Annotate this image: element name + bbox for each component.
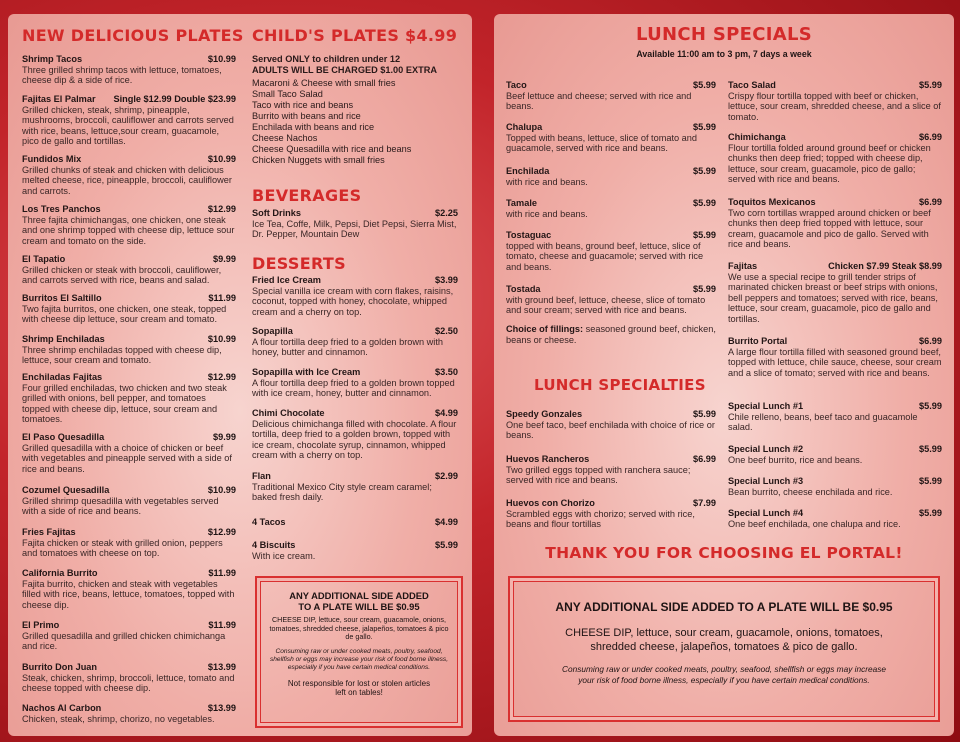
list-item: Special Lunch #1 $5.99 Chile relleno, beans, beef taco and guacamole salad.	[728, 401, 942, 433]
list-item: Fundidos Mix $10.99 Grilled chunks of steak and chicken with delicious melted cheese, rice, pineapple, broccoli, cauliflower and carrots.	[22, 154, 236, 196]
right-menu-panel	[494, 14, 954, 736]
list-item: El Tapatio $9.99 Grilled chicken or steak with broccoli, cauliflower, and carrots served with rice, beans and salad.	[22, 254, 236, 286]
side-options-text: CHEESE DIP, lettuce, sour cream, guacamole, onions, tomatoes, shredded cheese, jalapeños, tomatoes & pico de gallo.	[269, 615, 449, 642]
list-item: Burrito Don Juan $13.99 Steak, chicken, shrimp, broccoli, lettuce, tomato and cheese topped with cheese dip.	[22, 662, 236, 694]
desserts-heading: DESSERTS	[252, 254, 346, 273]
lunch-specials-heading: LUNCH SPECIALS	[636, 24, 812, 45]
list-item: Flan $2.99 Traditional Mexico City style cream caramel; baked fresh daily.	[252, 471, 458, 503]
list-item: Shrimp Tacos $10.99 Three grilled shrimp tacos with lettuce, tomatoes, cheese dip & a side of rice.	[22, 54, 236, 86]
list-item: Chicken Nuggets with small fries	[252, 155, 385, 165]
side-box-title: TO A PLATE WILL BE $0.95	[298, 601, 420, 612]
new-plates-heading: NEW DELICIOUS PLATES	[22, 26, 244, 45]
list-item: Fried Ice Cream $3.99 Special vanilla ice cream with corn flakes, raisins, coconut, topped with honey, chocolate, whipped cream and a cherry on top.	[252, 275, 458, 317]
beverages-heading: BEVERAGES	[252, 186, 362, 205]
list-item: Soft Drinks $2.25 Ice Tea, Coffe, Milk, Pepsi, Diet Pepsi, Sierra Mist, Dr. Pepper, Mountain Dew	[252, 208, 458, 240]
list-item: El Primo $11.99 Grilled quesadilla and grilled chicken chimichanga and rice.	[22, 620, 236, 652]
childs-plates-list	[252, 54, 460, 166]
list-item: Huevos Rancheros $6.99 Two grilled eggs topped with ranchera sauce; served with rice and beans.	[506, 454, 716, 486]
list-item: Chimi Chocolate $4.99 Delicious chimichanga filled with chocolate. A flour tortilla, deep fried to a golden brown, topped with ice cream, chocolate syrup, cinnamon, whipped cream with a cherry on top.	[252, 408, 458, 461]
list-item: Taco with rice and beans	[252, 100, 354, 110]
list-item: Taco $5.99 Beef lettuce and cheese; served with rice and beans.	[506, 80, 716, 112]
list-item: Chalupa $5.99 Topped with beans, lettuce, slice of tomato and guacamole, served with rice and beans.	[506, 122, 716, 154]
list-item: Fajitas Chicken $7.99 Steak $8.99 We use a special recipe to grill tender strips of marinated chicken breast or beef strips with onions, bell peppers and tomatoes; served with rice, beans, lettuce, sour cream, guacamole, pico de gallo and tortillas.	[728, 261, 942, 324]
additional-side-box	[255, 576, 463, 728]
list-item: Sopapilla $2.50 A flour tortilla deep fried to a golden brown with honey, butter and cinnamon.	[252, 326, 458, 358]
side-options-text: shredded cheese, jalapeños, tomatoes & pico de gallo.	[590, 641, 858, 653]
food-safety-warning: Consuming raw or under cooked meats, poultry, seafood, shellfish or eggs may increase	[561, 664, 887, 674]
list-item: Cheese Nachos	[252, 133, 318, 143]
list-item: Special Lunch #3 $5.99 Bean burrito, cheese enchilada and rice.	[728, 476, 942, 497]
fillings-note: Choice of fillings: seasoned ground beef, chicken, beans or cheese.	[506, 324, 716, 345]
thank-you-banner: THANK YOU FOR CHOOSING EL PORTAL!	[545, 544, 903, 562]
list-item: Sopapilla with Ice Cream $3.50 A flour tortilla deep fried to a golden brown topped with ice cream, honey, butter and cinnamon.	[252, 367, 458, 399]
list-item: Los Tres Panchos $12.99 Three fajita chimichangas, one chicken, one steak and one shrimp topped with cheese dip, lettuce sour cream and tomato on the side.	[22, 204, 236, 246]
list-item: Tostada $5.99 with ground beef, lettuce, cheese, slice of tomato and sour cream; served with rice and beans.	[506, 284, 716, 316]
additional-side-box	[508, 576, 940, 722]
list-item: Huevos con Chorizo $7.99 Scrambled eggs with chorizo; served with rice, beans and flour tortillas	[506, 498, 716, 530]
list-item: Toquitos Mexicanos $6.99 Two corn tortillas wrapped around chicken or beef chunks then deep fried topped with lettuce, sour cream, guacamole and pico de gallo. Served with rice and beans.	[728, 197, 942, 250]
childs-plates-heading: CHILD'S PLATES $4.99	[252, 26, 458, 45]
childs-note: Served ONLY to children under 12	[252, 54, 401, 64]
list-item: Small Taco Salad	[252, 89, 323, 99]
list-item: California Burrito $11.99 Fajita burrito, chicken and steak with vegetables filled with rice, beans, lettuce, tomatoes, topped with cheese dip.	[22, 568, 236, 610]
lunch-specialties-heading: LUNCH SPECIALTIES	[534, 376, 706, 394]
list-item: Cozumel Quesadilla $10.99 Grilled shrimp quesadilla with vegetables served with a side of rice and beans.	[22, 485, 236, 517]
list-item: El Paso Quesadilla $9.99 Grilled quesadilla with a choice of chicken or beef with vegetables and pineapple served with a side of rice and beans.	[22, 432, 236, 474]
list-item: Nachos Al Carbon $13.99 Chicken, steak, shrimp, chorizo, no vegetables.	[22, 703, 236, 724]
side-box-title: ANY ADDITIONAL SIDE ADDED	[289, 590, 429, 601]
list-item: Speedy Gonzales $5.99 One beef taco, beef enchilada with choice of rice or beans.	[506, 409, 716, 441]
list-item: Macaroni & Cheese with small fries	[252, 78, 396, 88]
lost-articles-note: Not responsible for lost or stolen articles left on tables!	[287, 678, 431, 698]
list-item: Tamale $5.99 with rice and beans.	[506, 198, 716, 219]
list-item: 4 Biscuits $5.99 With ice cream.	[252, 540, 458, 561]
food-safety-warning: Consuming raw or under cooked meats, poultry, seafood, shellfish or eggs may increase your risk of food borne illness, especially if you have certain medical conditions.	[269, 647, 449, 671]
side-box-title: ANY ADDITIONAL SIDE ADDED TO A PLATE WILL BE $0.95	[555, 600, 893, 614]
side-options-text: CHEESE DIP, lettuce, sour cream, guacamole, onions, tomatoes,	[565, 627, 883, 639]
list-item: 4 Tacos $4.99	[252, 517, 458, 527]
list-item: Cheese Quesadilla with rice and beans	[252, 144, 412, 154]
list-item: Special Lunch #4 $5.99 One beef enchilada, one chalupa and rice.	[728, 508, 942, 529]
availability-note: Available 11:00 am to 3 pm, 7 days a week	[636, 49, 812, 59]
adults-surcharge-note: ADULTS WILL BE CHARGED $1.00 EXTRA	[252, 65, 437, 75]
list-item: Shrimp Enchiladas $10.99 Three shrimp enchiladas topped with cheese dip, lettuce, sour cream and tomato.	[22, 334, 236, 366]
list-item: Special Lunch #2 $5.99 One beef burrito, rice and beans.	[728, 444, 942, 465]
list-item: Tostaguac $5.99 topped with beans, ground beef, lettuce, slice of tomato, cheese and guacamole; served with rice and beans.	[506, 230, 716, 272]
list-item: Enchilada $5.99 with rice and beans.	[506, 166, 716, 187]
list-item: Burritos El Saltillo $11.99 Two fajita burritos, one chicken, one steak, topped with cheese dip lettuce, sour cream and tomato.	[22, 293, 236, 325]
list-item: Burrito with beans and rice	[252, 111, 361, 121]
left-menu-panel	[8, 14, 472, 736]
list-item: Chimichanga $6.99 Flour tortilla folded around ground beef or chicken chunks then deep fried; topped with cheese dip, lettuce, sour cream, guacamole, pico de gallo; served with rice and beans.	[728, 132, 942, 185]
list-item: Enchiladas Fajitas $12.99 Four grilled enchiladas, two chicken and two steak grilled with onions, bell pepper, and tomatoes topped with cheese dip, lettuce, sour cream and tomatoes.	[22, 372, 236, 425]
food-safety-warning: your risk of food borne illness, especially if you have certain medical conditions.	[578, 674, 870, 685]
list-item: Taco Salad $5.99 Crispy flour tortilla topped with beef or chicken, lettuce, sour cream, shredded cheese, and a slice of tomato.	[728, 80, 942, 122]
list-item: Fajitas El Palmar Single $12.99 Double $23.99 Grilled chicken, steak, shrimp, pineapple, mushrooms, broccoli, cauliflower and carrots served with rice, beans, lettuce,sour cream, guacamole, pico de gallo and tortillas.	[22, 94, 236, 147]
list-item: Enchilada with beans and rice	[252, 122, 375, 132]
list-item: Burrito Portal $6.99 A large flour tortilla filled with seasoned ground beef, topped with lettuce, chile sauce, cheese, sour cream and a slice of tomato; served with rice and beans.	[728, 336, 942, 378]
list-item: Fries Fajitas $12.99 Fajita chicken or steak with grilled onion, peppers and tomatoes with cheese on top.	[22, 527, 236, 559]
